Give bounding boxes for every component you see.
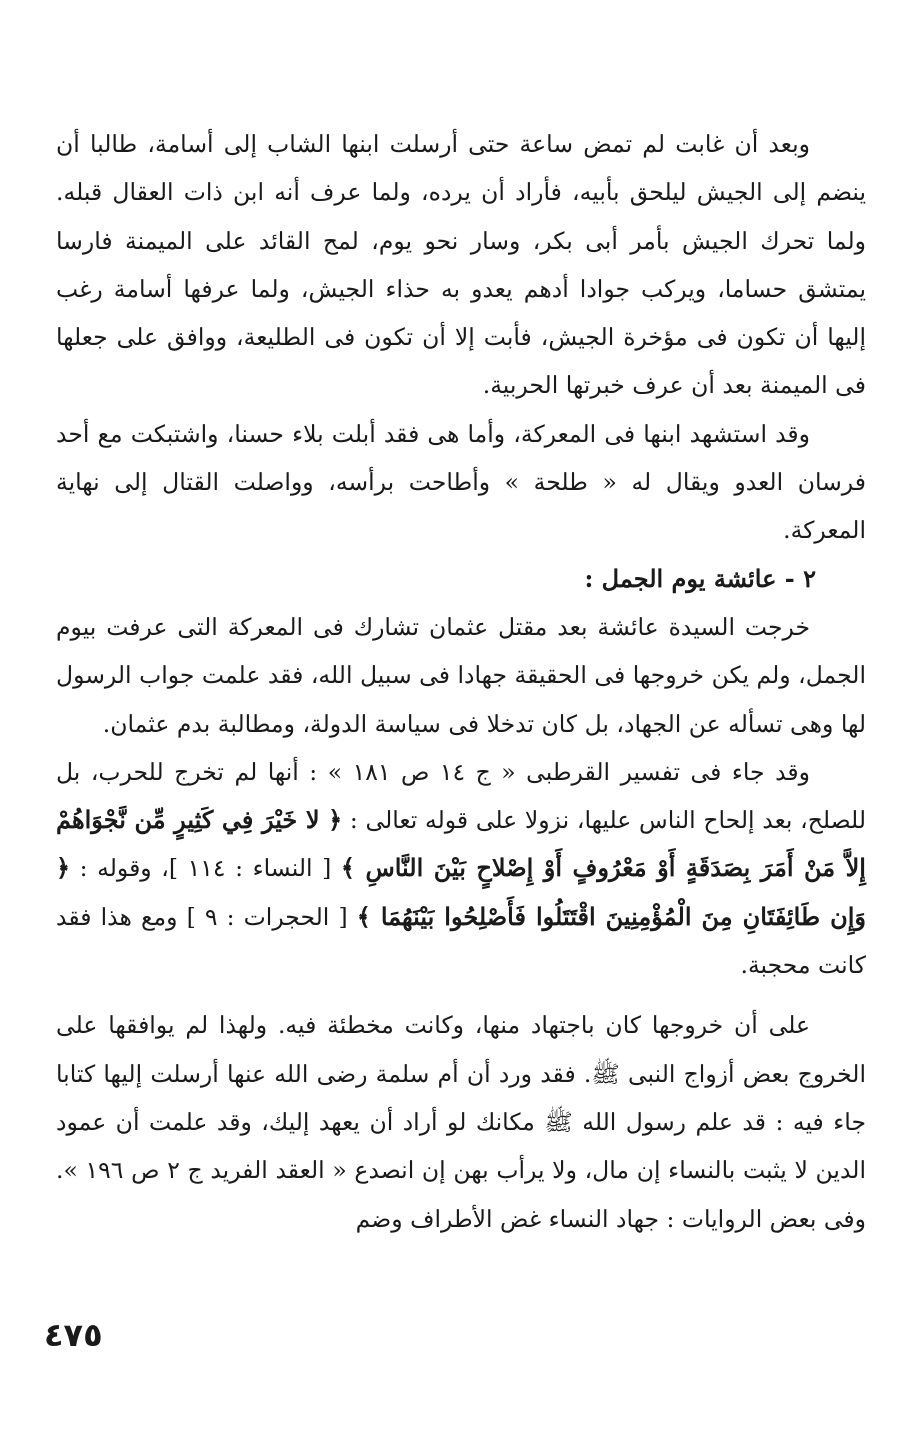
quran-verse: ﴿ وَإِن طَائِفَتَانِ مِنَ الْمُؤْمِنِينَ اقْتَتَلُوا فَأَصْلِحُوا بَيْنَهُمَا ﴾ <box>56 853 866 931</box>
section-heading: ٢ - عائشة يوم الجمل : <box>584 563 816 593</box>
paragraph: وبعد أن غابت لم تمض ساعة حتى أرسلت ابنها الشاب إلى أسامة، طالبا أن ينضم إلى الجيش ليلحق بأبيه، فأراد أن يرده، ولما عرف أنه ابن ذات العقال قبله. ولما تحرك الجيش بأمر أبى بكر، وسار نحو يوم، لمح القائد على الميمنة فارسا يمتشق حساما، ويركب جوادا أدهم يعدو به حذاء الجيش، ولما عرفها أسامة رغب إليها أن تكون فى مؤخرة الجيش، فأبت إلا أن تكون فى الطليعة، ووافق على جعلها فى الميمنة بعد أن عرف خبرتها الحربية. <box>56 130 866 400</box>
page-number: ٤٧٥ <box>44 1316 103 1354</box>
paragraph: خرجت السيدة عائشة بعد مقتل عثمان تشارك فى المعركة التى عرفت بيوم الجمل، ولم يكن خروجها فى الحقيقة جهادا فى سبيل الله، فقد علمت جواب الرسول لها وهى تسأله عن الجهاد، بل كان تدخلا فى سياسة الدولة، ومطالبة بدم عثمان. <box>56 612 866 738</box>
paragraph-with-quotes <box>56 748 866 989</box>
quran-verse: ﴿ لا خَيْرَ فِي كَثِيرٍ مِّن نَّجْوَاهُمْ إِلاَّ مَنْ أَمَرَ بِصَدَقَةٍ أَوْ مَعْرُوفٍ أَوْ إِصْلاحٍ بَيْنَ النَّاسِ ﴾ <box>56 805 866 883</box>
paragraph-gap <box>56 989 866 1001</box>
paragraph-text: وقد جاء فى تفسير القرطبى « ج ١٤ ص ١٨١ » : أنها لم تخرج للحرب، بل للصلح، بعد إلحاح الناس عليها، نزولا على قوله تعالى : <box>56 757 866 835</box>
page-body <box>56 120 866 1243</box>
verse-reference: [ الحجرات : ٩ ] <box>186 902 348 931</box>
verse-reference: [ النساء : ١١٤ ]، <box>161 854 332 883</box>
paragraph-text: ومع هذا فقد كانت محجبة. <box>56 902 866 980</box>
paragraph: على أن خروجها كان باجتهاد منها، وكانت مخطئة فيه. ولهذا لم يوافقها على الخروج بعض أزواج النبى ﷺ. فقد ورد أن أم سلمة رضى الله عنها أرسلت إليها كتابا جاء فيه : قد علم رسول الله ﷺ مكانك لو أراد أن يعهد إليك، وقد علمت أن عمود الدين لا يثبت بالنساء إن مال، ولا يرأب بهن إن انصدع « العقد الفريد ج ٢ ص ١٩٦ ». وفى بعض الروايات : جهاد النساء غض الأطراف وضم <box>56 1011 866 1233</box>
paragraph: وقد استشهد ابنها فى المعركة، وأما هى فقد أبلت بلاء حسنا، واشتبكت مع أحد فرسان العدو ويقال له « طلحة » وأطاحت برأسه، وواصلت القتال إلى نهاية المعركة. <box>56 419 866 545</box>
paragraph-text: وقوله : <box>79 854 152 883</box>
